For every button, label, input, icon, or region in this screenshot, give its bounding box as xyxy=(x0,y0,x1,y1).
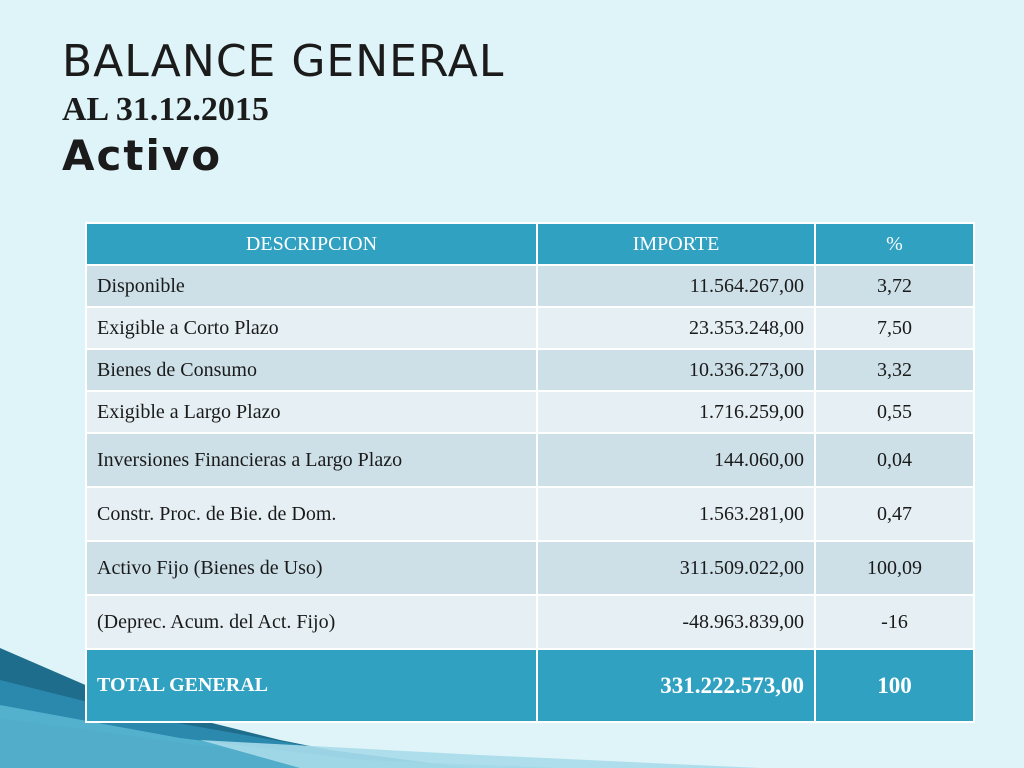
cell-descripcion: Constr. Proc. de Bie. de Dom. xyxy=(86,487,537,541)
cell-descripcion: Disponible xyxy=(86,265,537,307)
cell-descripcion: Inversiones Financieras a Largo Plazo xyxy=(86,433,537,487)
cell-percent: 0,04 xyxy=(815,433,974,487)
cell-descripcion: (Deprec. Acum. del Act. Fijo) xyxy=(86,595,537,649)
title-date: AL 31.12.2015 xyxy=(62,91,269,128)
table-row xyxy=(86,307,974,349)
cell-percent: -16 xyxy=(815,595,974,649)
cell-descripcion: Exigible a Corto Plazo xyxy=(86,307,537,349)
total-label: TOTAL GENERAL xyxy=(86,649,537,722)
header-percent: % xyxy=(815,223,974,265)
table-row xyxy=(86,391,974,433)
cell-importe: 1.563.281,00 xyxy=(537,487,815,541)
cell-importe: 11.564.267,00 xyxy=(537,265,815,307)
cell-descripcion: Exigible a Largo Plazo xyxy=(86,391,537,433)
table-row xyxy=(86,433,974,487)
cell-percent: 3,32 xyxy=(815,349,974,391)
cell-descripcion: Bienes de Consumo xyxy=(86,349,537,391)
table-row xyxy=(86,487,974,541)
cell-importe: 311.509.022,00 xyxy=(537,541,815,595)
title-activo: Activo xyxy=(62,131,223,180)
cell-importe: 23.353.248,00 xyxy=(537,307,815,349)
table-header-row xyxy=(86,223,974,265)
cell-importe: 144.060,00 xyxy=(537,433,815,487)
cell-percent: 3,72 xyxy=(815,265,974,307)
total-importe: 331.222.573,00 xyxy=(537,649,815,722)
cell-percent: 0,47 xyxy=(815,487,974,541)
table-total-row xyxy=(86,649,974,722)
cell-percent: 0,55 xyxy=(815,391,974,433)
cell-importe: 1.716.259,00 xyxy=(537,391,815,433)
header-descripcion: DESCRIPCION xyxy=(86,223,537,265)
table-row xyxy=(86,541,974,595)
cell-percent: 100,09 xyxy=(815,541,974,595)
table-row xyxy=(86,349,974,391)
cell-percent: 7,50 xyxy=(815,307,974,349)
total-percent: 100 xyxy=(815,649,974,722)
slide-title xyxy=(62,34,504,182)
title-balance-general: BALANCE GENERAL xyxy=(62,36,505,87)
header-importe: IMPORTE xyxy=(537,223,815,265)
balance-table xyxy=(85,222,975,723)
cell-importe: 10.336.273,00 xyxy=(537,349,815,391)
table-row xyxy=(86,595,974,649)
cell-importe: -48.963.839,00 xyxy=(537,595,815,649)
cell-descripcion: Activo Fijo (Bienes de Uso) xyxy=(86,541,537,595)
table-row xyxy=(86,265,974,307)
